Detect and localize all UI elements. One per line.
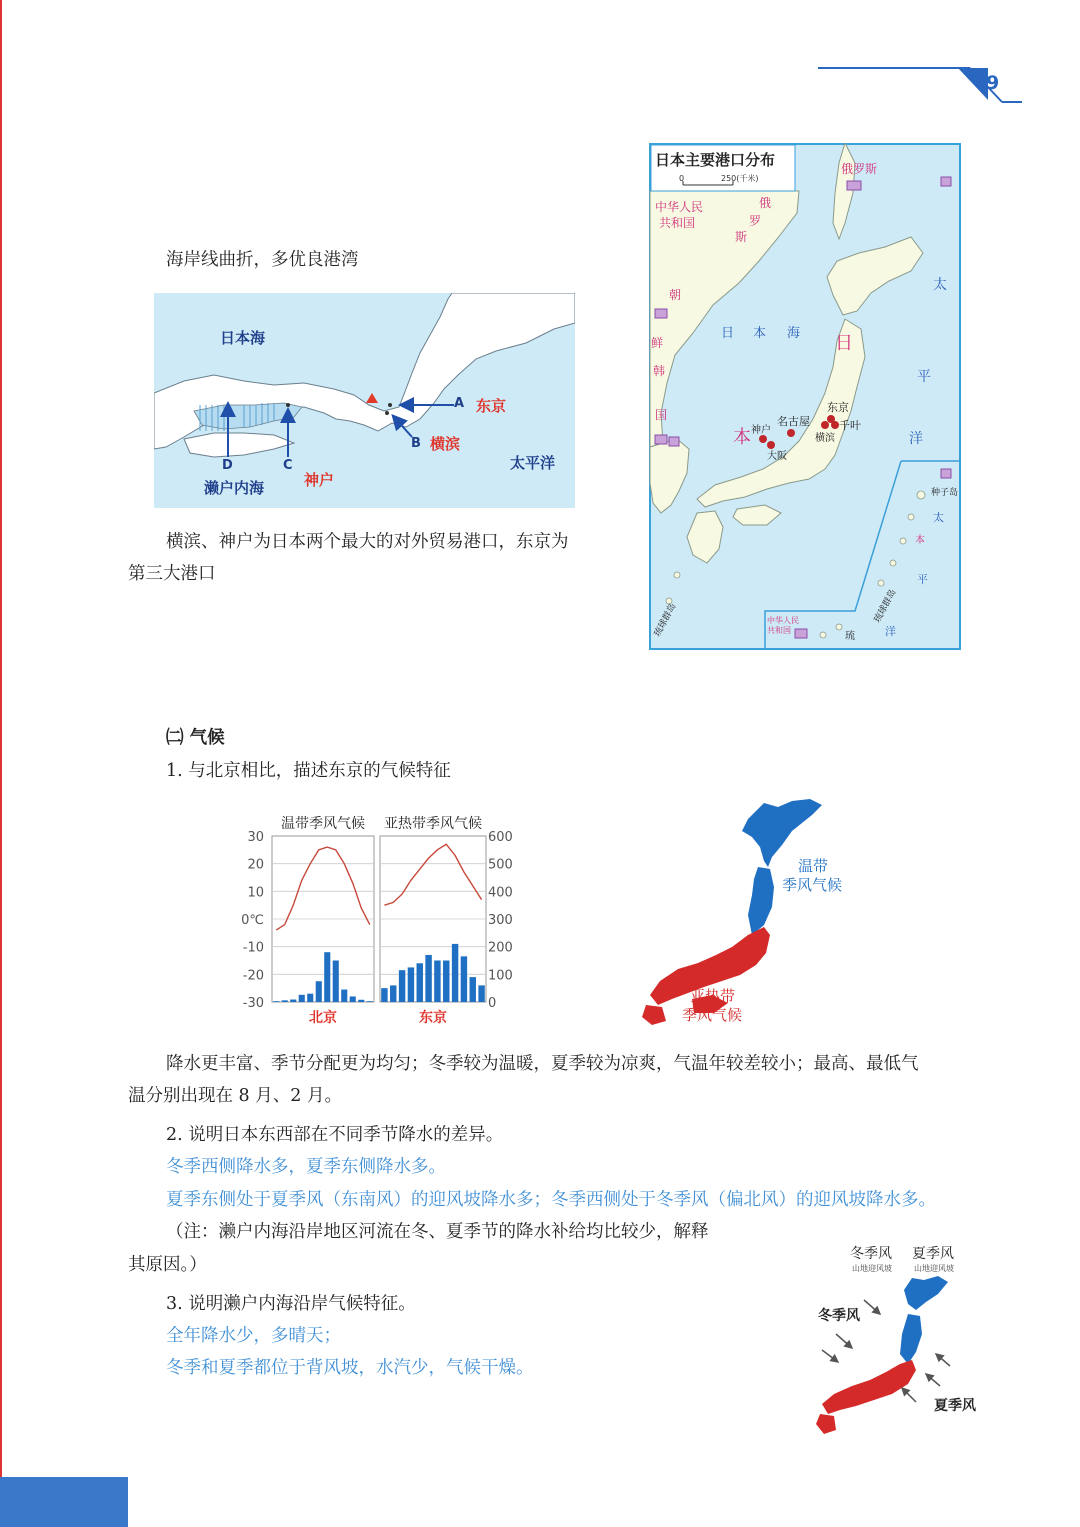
zone-subtropical-l1: 亚热带 (690, 987, 736, 1005)
precip-bar (381, 988, 387, 1002)
precip-tick: 600 (488, 830, 513, 845)
note-line-1: （注：濑户内海沿岸地区河流在冬、夏季节的降水补给均比较少，解释 (166, 1222, 709, 1242)
port-tokyo: 东京 (827, 401, 849, 414)
precip-tick: 100 (488, 968, 513, 984)
precip-bar (452, 944, 458, 1002)
precip-bar (367, 1001, 373, 1002)
precip-tick: 200 (488, 940, 513, 956)
label-inset-ben: 本 (915, 535, 925, 546)
label-guo: 国 (655, 408, 668, 422)
label-ping: 平 (917, 369, 931, 385)
precip-bar (408, 967, 414, 1002)
answer-3b: 冬季和夏季都位于背风坡，水汽少，气候干燥。 (166, 1358, 534, 1378)
label-ryukyu-right: 琉球群岛 (872, 587, 899, 625)
precip-bar (341, 990, 347, 1002)
precip-bar (390, 985, 396, 1002)
temp-tick: -10 (242, 940, 264, 956)
precip-tick: 300 (488, 913, 513, 928)
point-c: C (283, 458, 293, 473)
temp-tick: 30 (247, 830, 264, 845)
label-e: 俄 (759, 196, 772, 210)
label-chao: 朝 (669, 288, 682, 302)
precip-bar (461, 956, 467, 1002)
chart-title: 温带季风气候 (281, 816, 365, 832)
legend-summer-sub: 山地迎风坡 (914, 1264, 954, 1273)
question-1: 1. 与北京相比，描述东京的气候特征 (166, 761, 451, 781)
temp-tick: -20 (242, 968, 264, 984)
answer-2b: 夏季东侧处于夏季风（东南风）的迎风坡降水多；冬季西侧处于冬季风（偏北风）的迎风坡降水多。 (166, 1190, 936, 1210)
label-tai: 太 (933, 277, 947, 293)
winter-monsoon-label: 冬季风 (818, 1308, 860, 1324)
answer-1a: 降水更丰富、季节分配更为均匀；冬季较为温暖，夏季较为凉爽，气温年较差较小；最高、最低气 (166, 1054, 919, 1074)
precip-tick: 400 (488, 885, 513, 901)
label-ben-sea: 本 (753, 326, 767, 341)
summer-monsoon-label: 夏季风 (934, 1398, 976, 1414)
label-liu: 琉 (845, 631, 855, 642)
port-map-title: 日本主要港口分布 (655, 151, 776, 169)
label-inset-ping: 平 (917, 573, 928, 586)
label-tanegashima: 种子岛 (931, 488, 959, 498)
label-prc: 中华人民共和国 (655, 200, 704, 230)
point-b: B (411, 436, 421, 451)
temp-tick: 10 (247, 885, 264, 901)
precip-bar (282, 1000, 288, 1002)
precip-bar (425, 955, 431, 1002)
precip-bar (273, 1001, 279, 1002)
label-ri-sea: 日 (721, 326, 735, 341)
port-distribution-map (649, 143, 961, 650)
label-hai-sea: 海 (787, 326, 801, 341)
precip-bar (417, 963, 423, 1002)
map-label-tokyo: 东京 (476, 397, 507, 415)
point-a: A (454, 396, 465, 411)
scale-250: 250(千米) (721, 174, 759, 183)
coast-map (154, 293, 575, 508)
precip-bar (470, 977, 476, 1002)
label-luo: 罗 (749, 214, 762, 228)
precip-bar (299, 995, 305, 1002)
chart-station: 东京 (419, 1010, 447, 1026)
precip-bar (478, 985, 484, 1002)
precip-bar (307, 994, 313, 1002)
chart-title: 亚热带季风气候 (384, 816, 482, 832)
precip-bar (333, 961, 339, 1003)
legend-winter-sub: 山地迎风坡 (852, 1264, 892, 1273)
label-ri-big: 日 (835, 333, 853, 354)
label-inset-tai: 太 (933, 511, 944, 524)
label-xian: 鲜 (651, 336, 664, 350)
ports-text-1: 横滨、神户为日本两个最大的对外贸易港口，东京为 (166, 532, 569, 552)
note-line-2: 其原因。） (128, 1255, 207, 1275)
label-han: 韩 (653, 364, 666, 378)
climate-heading: ㈡ 气候 (166, 728, 225, 748)
map-label-yokohama: 横滨 (430, 435, 461, 453)
question-2: 2. 说明日本东西部在不同季节降水的差异。 (166, 1125, 504, 1145)
page-number: 9 (986, 72, 1000, 94)
label-si: 斯 (735, 230, 748, 244)
chart-station: 北京 (309, 1010, 337, 1026)
point-d: D (222, 458, 233, 473)
zone-subtropical-l2: 季风气候 (682, 1006, 743, 1024)
precip-bar (358, 1000, 364, 1002)
map-label-kobe: 神户 (304, 471, 335, 489)
precip-bar (290, 1000, 296, 1002)
answer-2a: 冬季西侧降水多，夏季东侧降水多。 (166, 1157, 446, 1177)
precip-bar (443, 961, 449, 1003)
label-inset-yang: 洋 (885, 625, 896, 638)
label-russia-top: 俄罗斯 (841, 162, 878, 176)
precip-bar (434, 961, 440, 1003)
page-edge-rule (0, 0, 2, 1527)
legend-winter-title: 冬季风 (850, 1246, 892, 1262)
ports-text-2: 第三大港口 (128, 564, 216, 584)
climate-zone-map (632, 795, 858, 1027)
scale-zero: 0 (679, 174, 685, 183)
port-osaka: 大阪 (767, 451, 787, 462)
label-yang: 洋 (909, 431, 923, 447)
precip-bar (399, 970, 405, 1002)
label-ben-big: 本 (733, 427, 751, 448)
map-label-japan-sea: 日本海 (220, 329, 266, 347)
port-nagoya: 名古屋 (777, 415, 810, 428)
zone-temperate-l2: 季风气候 (782, 876, 843, 894)
label-ryukyu-left: 琉球群岛 (652, 601, 679, 639)
port-kobe: 神户 (751, 425, 771, 436)
climate-charts (230, 806, 520, 1030)
precip-bar (324, 952, 330, 1002)
precip-bar (350, 996, 356, 1002)
map-label-seto: 濑户内海 (204, 479, 265, 497)
label-inset-prc: 中华人民共和国 (767, 616, 799, 635)
precip-tick: 500 (488, 857, 513, 873)
precip-bar (316, 981, 322, 1002)
temp-tick: 20 (247, 857, 264, 873)
temp-tick: 0℃ (241, 913, 264, 928)
answer-1b: 温分别出现在 8 月、2 月。 (128, 1086, 342, 1106)
port-yokohama: 横滨 (815, 433, 835, 444)
precip-tick: 0 (488, 996, 497, 1011)
map-label-pacific: 太平洋 (510, 454, 556, 472)
port-chiba: 千叶 (839, 419, 861, 432)
temp-tick: -30 (242, 996, 264, 1011)
legend-summer-title: 夏季风 (912, 1246, 954, 1262)
corner-block (0, 1477, 128, 1527)
answer-3a: 全年降水少，多晴天； (166, 1326, 341, 1346)
question-3: 3. 说明濑户内海沿岸气候特征。 (166, 1294, 416, 1314)
monsoon-map (808, 1238, 990, 1438)
zone-temperate-l1: 温带 (798, 857, 829, 875)
coastline-text: 海岸线曲折，多优良港湾 (166, 250, 359, 270)
